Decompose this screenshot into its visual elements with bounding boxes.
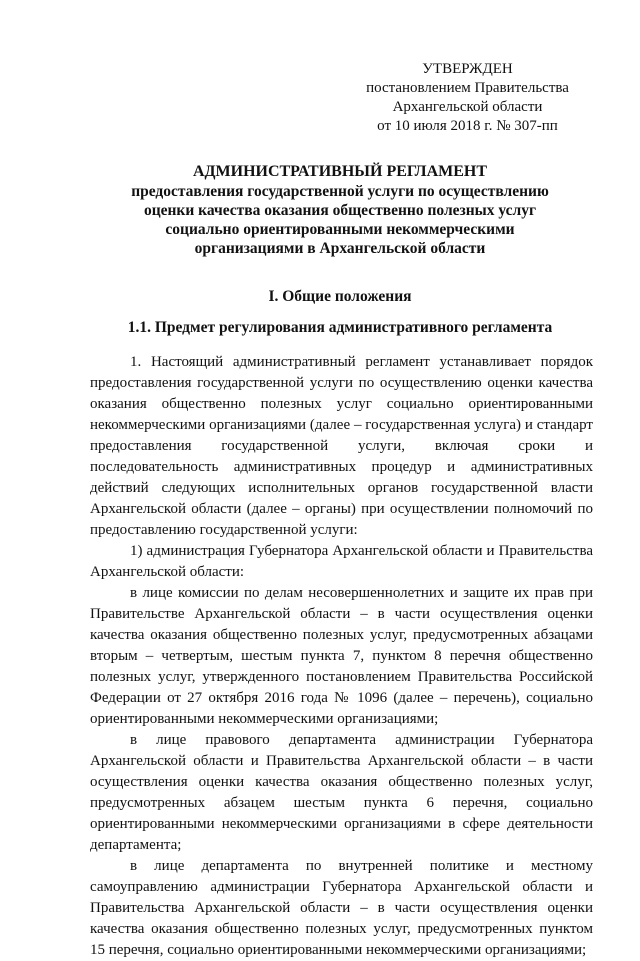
approval-stamp	[335, 60, 600, 136]
title-subtitle-line-4: организациями в Архангельской области	[194, 240, 486, 257]
document-title	[90, 162, 590, 258]
document-body	[90, 352, 593, 961]
subsection-heading: 1.1. Предмет регулирования административного регламента	[127, 319, 553, 336]
title-subtitle-line-3: социально ориентированными некоммерческими	[165, 221, 515, 238]
paragraph-2: 1) администрация Губернатора Архангельской области и Правительства Архангельской области:	[90, 543, 593, 580]
title-main: АДМИНИСТРАТИВНЫЙ РЕГЛАМЕНТ	[192, 163, 488, 180]
approval-line-date: от 10 июля 2018 г. № 307-пп	[377, 118, 558, 134]
approval-line-approved: УТВЕРЖДЕН	[422, 61, 513, 77]
title-subtitle-line-2: оценки качества оказания общественно полезных услуг	[143, 202, 537, 219]
paragraph-5: в лице департамента по внутренней политике и местному самоуправлению администрации Губернатора Архангельской области и Правительства Архангельской области – в части осуществления оценки качества оказания общественно полезных услуг, предусмотренных пунктом 15 перечня, социально ориентированными некоммерческими организациями;	[90, 858, 593, 958]
paragraph-4: в лице правового департамента администрации Губернатора Архангельской области и Правительства Архангельской области – в части осуществления оценки качества оказания общественно полезных услуг, предусмотренных абзацем шестым пункта 6 перечня, социально ориентированными некоммерческими организациями в сфере деятельности департамента;	[90, 732, 593, 853]
paragraph-1: 1. Настоящий административный регламент устанавливает порядок предоставления государственной услуги по осуществлению оценки качества оказания общественно полезных услуг социально ориентированными некоммерческими организациями (далее – государственная услуга) и стандарт предоставления государственной услуги, включая сроки и последовательность административных процедур и административных действий следующих исполнительных органов государственной власти Архангельской области (далее – органы) при осуществлении полномочий по предоставлению государственной услуги:	[90, 354, 593, 538]
approval-line-region: Архангельской области	[392, 99, 543, 115]
paragraph-3: в лице комиссии по делам несовершеннолетних и защите их прав при Правительстве Архангельской области – в части осуществления оценки качества оказания общественно полезных услуг, предусмотренных абзацами вторым – четвертым, шестым пункта 7, пунктом 8 перечня общественно полезных услуг, утвержденного постановлением Правительства Российской Федерации от 27 октября 2016 года № 1096 (далее – перечень), социально ориентированными некоммерческими организациями;	[90, 585, 593, 727]
approval-line-resolution: постановлением Правительства	[366, 80, 569, 96]
title-subtitle-line-1: предоставления государственной услуги по осуществлению	[131, 183, 549, 200]
section-heading: I. Общие положения	[268, 288, 412, 305]
